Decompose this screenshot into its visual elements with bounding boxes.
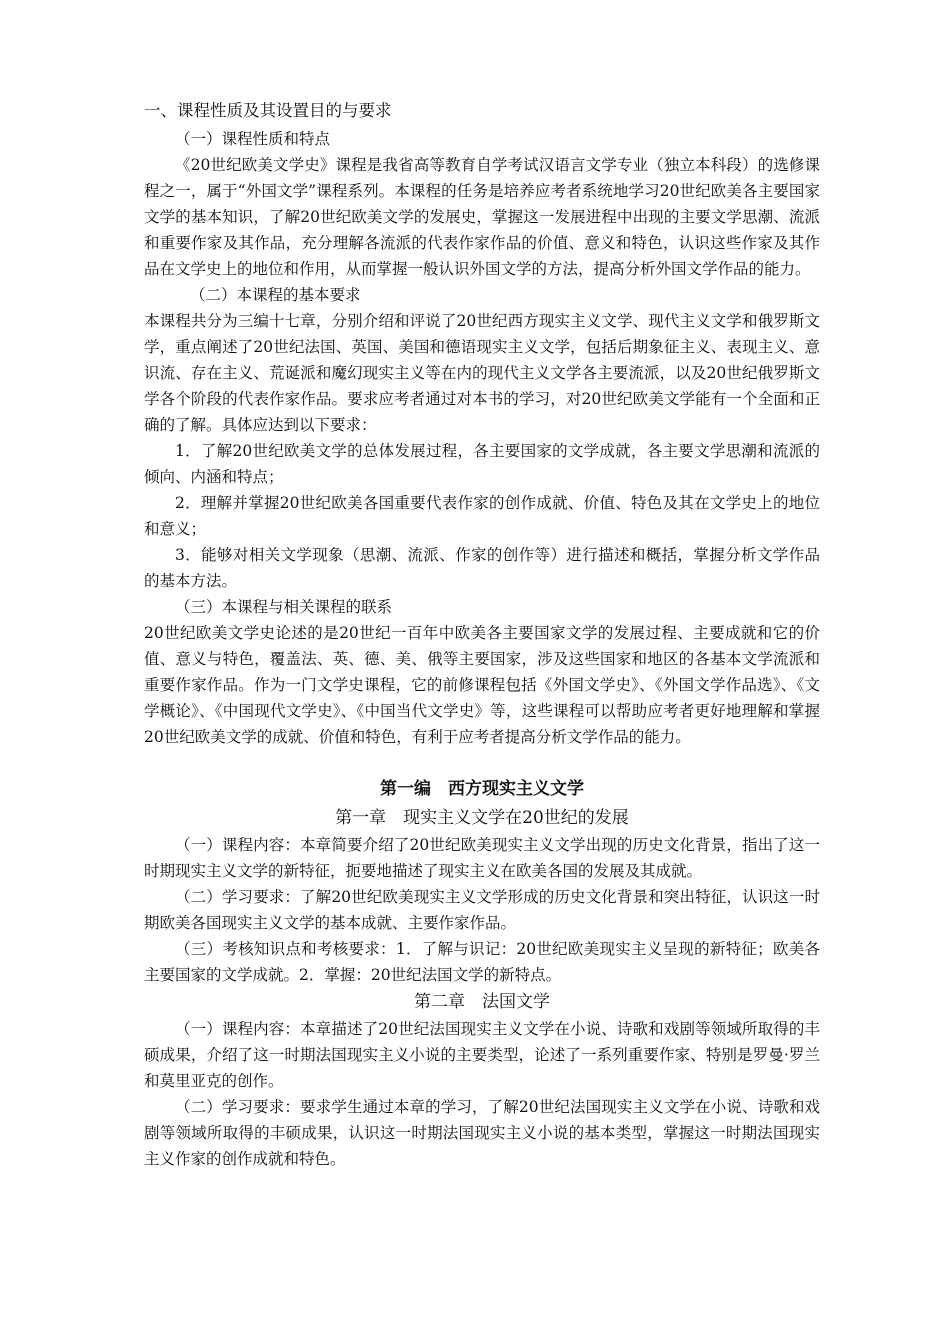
chapter-1-exam: （三）考核知识点和考核要求：1．了解与识记：20世纪欧美现实主义呈现的新特征；欧美各主要国家的文学成就。2．掌握：20世纪法国文学的新特点。 — [144, 940, 820, 984]
paragraph-requirements: 本课程共分为三编十七章，分别介绍和评说了20世纪西方现实主义文学、现代主义文学和俄罗斯文学，重点阐述了20世纪法国、英国、美国和德语现实主义文学，包括后期象征主义、表现主义、意识流、存在主义、荒诞派和魔幻现实主义等在内的现代主义文学各主要流派，以及20世纪俄罗斯文学各个阶段的代表作家作品。要求应考者通过对本书的学习，对20世纪欧美文学能有一个全面和正确的了解。具体应达到以下要求： — [144, 312, 820, 434]
chapter-1-content: （一）课程内容：本章简要介绍了20世纪欧美现实主义文学出现的历史文化背景，指出了这一时期现实主义文学的新特征，扼要地描述了现实主义在欧美各国的发展及其成就。 — [144, 836, 820, 880]
part-title: 第一编 西方现实主义文学 — [380, 779, 584, 799]
requirement-item-1: 1．了解20世纪欧美文学的总体发展过程，各主要国家的文学成就，各主要文学思潮和流派的倾向、内涵和特点； — [144, 442, 820, 486]
subsection-title-nature: （一）课程性质和特点 — [175, 130, 331, 148]
subsection-title-relation: （三）本课程与相关课程的联系 — [175, 598, 393, 616]
chapter-2-requirements: （二）学习要求：要求学生通过本章的学习，了解20世纪法国现实主义文学在小说、诗歌和戏剧等领域所取得的丰硕成果，认识这一时期法国现实主义小说的基本类型，掌握这一时期法国现实主义作家的创作成就和特色。 — [144, 1098, 820, 1168]
chapter-2-content: （一）课程内容：本章描述了20世纪法国现实主义文学在小说、诗歌和戏剧等领域所取得的丰硕成果，介绍了这一时期法国现实主义小说的主要类型，论述了一系列重要作家、特别是罗曼·罗兰和莫里亚克的创作。 — [144, 1020, 820, 1090]
paragraph-relation: 20世纪欧美文学史论述的是20世纪一百年中欧美各主要国家文学的发展过程、主要成就和它的价值、意义与特色，覆盖法、英、德、美、俄等主要国家，涉及这些国家和地区的各基本文学流派和重要作家作品。作为一门文学史课程，它的前修课程包括《外国文学史》、《外国文学作品选》、《文学概论》、《中国现代文学史》、《中国当代文学史》等，这些课程可以帮助应考者更好地理解和掌握20世纪欧美文学的成就、价值和特色，有利于应考者提高分析文学作品的能力。 — [144, 624, 820, 746]
paragraph-nature: 《20世纪欧美文学史》课程是我省高等教育自学考试汉语言文学专业（独立本科段）的选修课程之一，属于“外国文学”课程系列。本课程的任务是培养应考者系统地学习20世纪欧美各主要国家文学的基本知识，了解20世纪欧美文学的发展史，掌握这一发展进程中出现的主要文学思潮、流派和重要作家及其作品，充分理解各流派的代表作家作品的价值、意义和特色，认识这些作家及其作品在文学史上的地位和作用，从而掌握一般认识外国文学的方法，提高分析外国文学作品的能力。 — [144, 156, 820, 278]
section-heading: 一、课程性质及其设置目的与要求 — [144, 101, 392, 120]
chapter-1-title: 第一章 现实主义文学在20世纪的发展 — [335, 808, 629, 828]
document-page — [144, 96, 820, 1172]
chapter-1-requirements: （二）学习要求：了解20世纪欧美现实主义文学形成的历史文化背景和突出特征，认识这一时期欧美各国现实主义文学的基本成就、主要作家作品。 — [144, 888, 820, 932]
subsection-title-requirements: （二）本课程的基本要求 — [190, 286, 361, 304]
requirement-item-2: 2．理解并掌握20世纪欧美各国重要代表作家的创作成就、价值、特色及其在文学史上的地位和意义； — [144, 494, 820, 538]
chapter-2-title: 第二章 法国文学 — [414, 992, 550, 1012]
requirement-item-3: 3．能够对相关文学现象（思潮、流派、作家的创作等）进行描述和概括，掌握分析文学作品的基本方法。 — [144, 546, 820, 590]
